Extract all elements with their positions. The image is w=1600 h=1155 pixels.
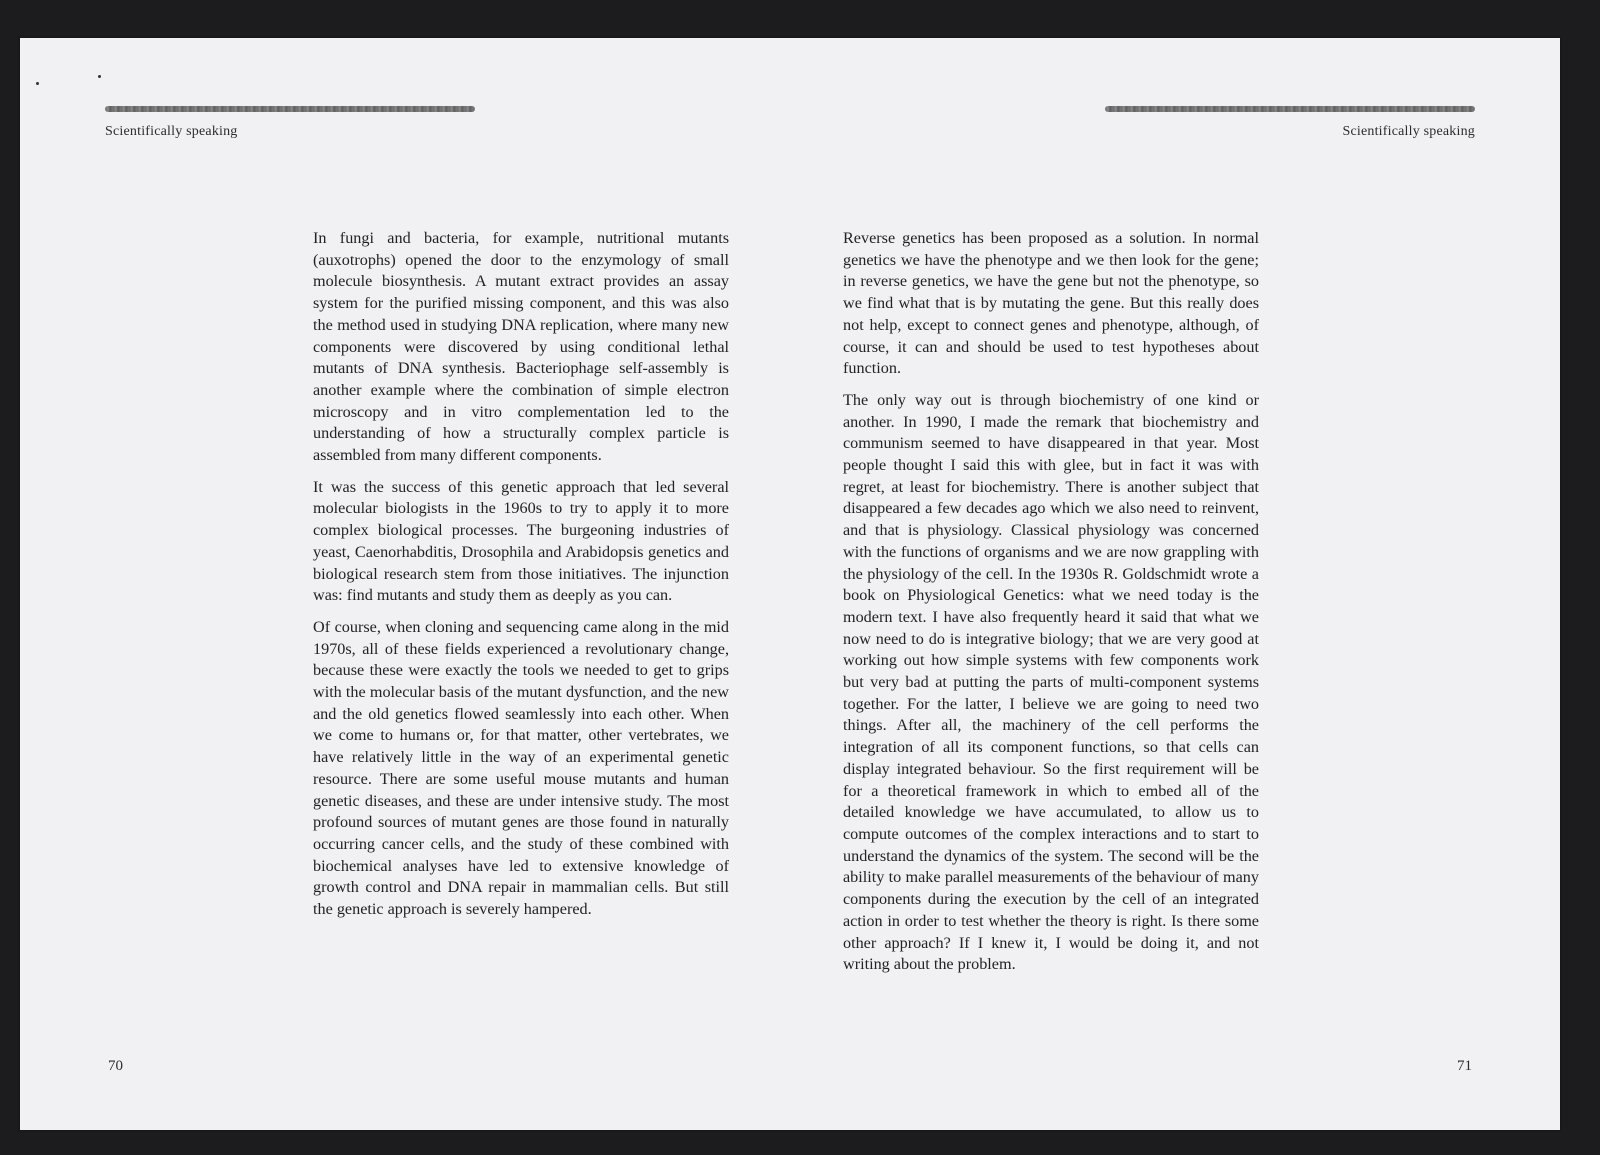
running-head-right: Scientifically speaking xyxy=(1342,124,1475,139)
paragraph: In fungi and bacteria, for example, nutritional mutants (auxotrophs) opened the door to the enzymology of small molecule biosynthesis. A mutant extract provides an assay system for the purified missing component, and this was also the method used in studying DNA replication, where many new components were discovered by using conditional lethal mutants of DNA synthesis. Bacteriophage self-assembly is another example where the combination of simple electron microscopy and in vitro complementation led to the understanding of how a structurally complex particle is assembled from many different components. xyxy=(313,229,729,465)
header-rule-left xyxy=(105,106,475,112)
right-text-column xyxy=(843,228,1259,986)
ink-speck xyxy=(36,82,39,85)
header-rule-right xyxy=(1105,106,1475,112)
paragraph: It was the success of this genetic approach that led several molecular biologists in the 1960s to try to apply it to more complex biological processes. The burgeoning industries of yeast, Caenorhabditis, Drosophila and Arabidopsis genetics and biological research stem from those initiatives. The injunction was: find mutants and study them as deeply as you can. xyxy=(313,477,729,605)
ink-speck xyxy=(98,75,101,78)
page-number-right: 71 xyxy=(1457,1058,1472,1074)
paragraph: Of course, when cloning and sequencing came along in the mid 1970s, all of these fields experienced a revolutionary change, because these were exactly the tools we needed to get to grips with the molecular basis of the mutant dysfunction, and the new and the old genetics flowed seamlessly into each other. When we come to humans or, for that matter, other vertebrates, we have relatively little in the way of an experimental genetic resource. There are some useful mouse mutants and human genetic diseases, and these are under intensive study. The most profound sources of mutant genes are those found in naturally occurring cancer cells, and the study of these combined with biochemical analyses have led to extensive knowledge of growth control and DNA repair in mammalian cells. But still the genetic approach is severely hampered. xyxy=(313,617,729,919)
paragraph: The only way out is through biochemistry of one kind or another. In 1990, I made the remark that biochemistry and communism seemed to have disappeared in that year. Most people thought I said this with glee, but in fact it was with regret, at least for biochemistry. There is another subject that disappeared a few decades ago which we also need to reinvent, and that is physiology. Classical physiology was concerned with the functions of organisms and we are now grappling with the physiology of the cell. In the 1930s R. Goldschmidt wrote a book on Physiological Genetics: what we need today is the modern text. I have also frequently heard it said that what we now need to do is integrative biology; that we are very good at working out how simple systems with few components work but very bad at putting the parts of multi-component systems together. For the latter, I believe we are going to need two things. After all, the machinery of the cell performs the integration of all its component functions, so that cells can display integrated behaviour. So the first requirement will be for a theoretical framework in which to embed all of the detailed knowledge we have accumulated, to allow us to compute outcomes of the complex interactions and to start to understand the dynamics of the system. The second will be the ability to make parallel measurements of the behaviour of many components during the execution by the cell of an integrated action in order to test whether the theory is right. Is there some other approach? If I knew it, I would be doing it, and not writing about the problem. xyxy=(843,390,1259,974)
paragraph: Reverse genetics has been proposed as a solution. In normal genetics we have the phenotype and we then look for the gene; in reverse genetics, we have the gene but not the phenotype, so we find what that is by mutating the gene. But this really does not help, except to connect genes and phenotype, although, of course, it can and should be used to test hypotheses about function. xyxy=(843,229,1259,378)
page-number-left: 70 xyxy=(108,1058,123,1074)
book-spread xyxy=(20,38,1560,1130)
running-head-left: Scientifically speaking xyxy=(105,124,238,139)
left-text-column xyxy=(313,228,729,931)
